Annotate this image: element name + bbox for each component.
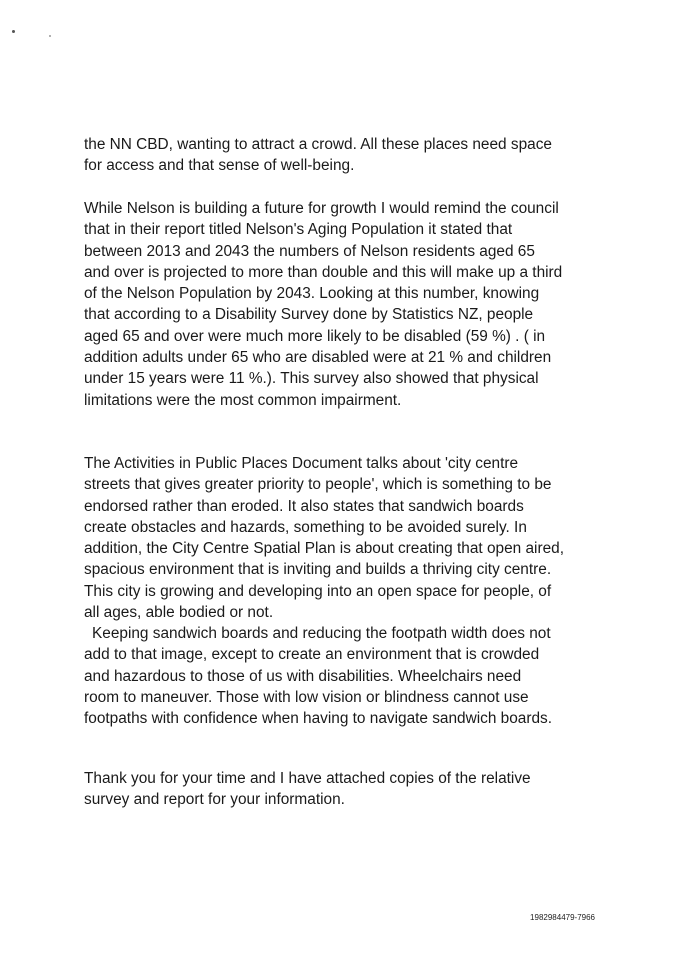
text-line: of the Nelson Population by 2043. Looking at this number, knowing [84,285,540,303]
text-line: While Nelson is building a future for growth I would remind the council [84,200,559,217]
text-line: that according to a Disability Survey done by Statistics NZ, people [84,306,534,324]
text-line: addition, the City Centre Spatial Plan is about creating that open aired, [84,540,564,558]
paragraph-aging-population [84,198,604,411]
text-line: the NN CBD, wanting to attract a crowd. All these places need space [84,136,552,153]
text-line: for access and that sense of well-being. [84,157,355,175]
text-line: Thank you for your time and I have attached copies of the relative [84,770,531,787]
text-line: that in their report titled Nelson's Aging Population it stated that [84,221,513,239]
text-line: footpaths with confidence when having to navigate sandwich boards. [84,710,553,728]
text-line: under 15 years were 11 %.). This survey also showed that physical [84,370,539,388]
text-line: streets that gives greater priority to people', which is something to be [84,476,552,494]
text-line: and hazardous to those of us with disabilities. Wheelchairs need [84,667,522,685]
text-line: create obstacles and hazards, something to be avoided surely. In [84,518,527,536]
text-line: and over is projected to more than double and this will make up a third [84,263,563,281]
text-line: addition adults under 65 who are disabled were at 21 % and children [84,349,552,367]
scan-speck [12,30,15,33]
paragraph-public-places [84,453,604,623]
paragraph-cbd-crowd [84,134,604,177]
text-line: spacious environment that is inviting and builds a thriving city centre. [84,561,552,579]
text-line: The Activities in Public Places Document talks about 'city centre [84,455,519,472]
scan-speck [49,35,51,37]
text-line: add to that image, except to create an environment that is crowded [84,646,540,664]
text-line: survey and report for your information. [84,791,345,809]
text-line: between 2013 and 2043 the numbers of Nelson residents aged 65 [84,242,535,260]
paragraph-sandwich-boards [84,623,604,729]
text-line: Keeping sandwich boards and reducing the footpath width does not [92,625,551,642]
paragraph-thank-you [84,768,604,811]
text-line: limitations were the most common impairment. [84,391,402,409]
text-line: room to maneuver. Those with low vision or blindness cannot use [84,688,529,706]
text-line: aged 65 and over were much more likely to be disabled (59 %) . ( in [84,327,546,345]
text-line: endorsed rather than eroded. It also states that sandwich boards [84,497,524,515]
document-id: 1982984479-7966 [530,913,595,922]
text-line: all ages, able bodied or not. [84,604,274,622]
text-line: This city is growing and developing into an open space for people, of [84,582,552,600]
